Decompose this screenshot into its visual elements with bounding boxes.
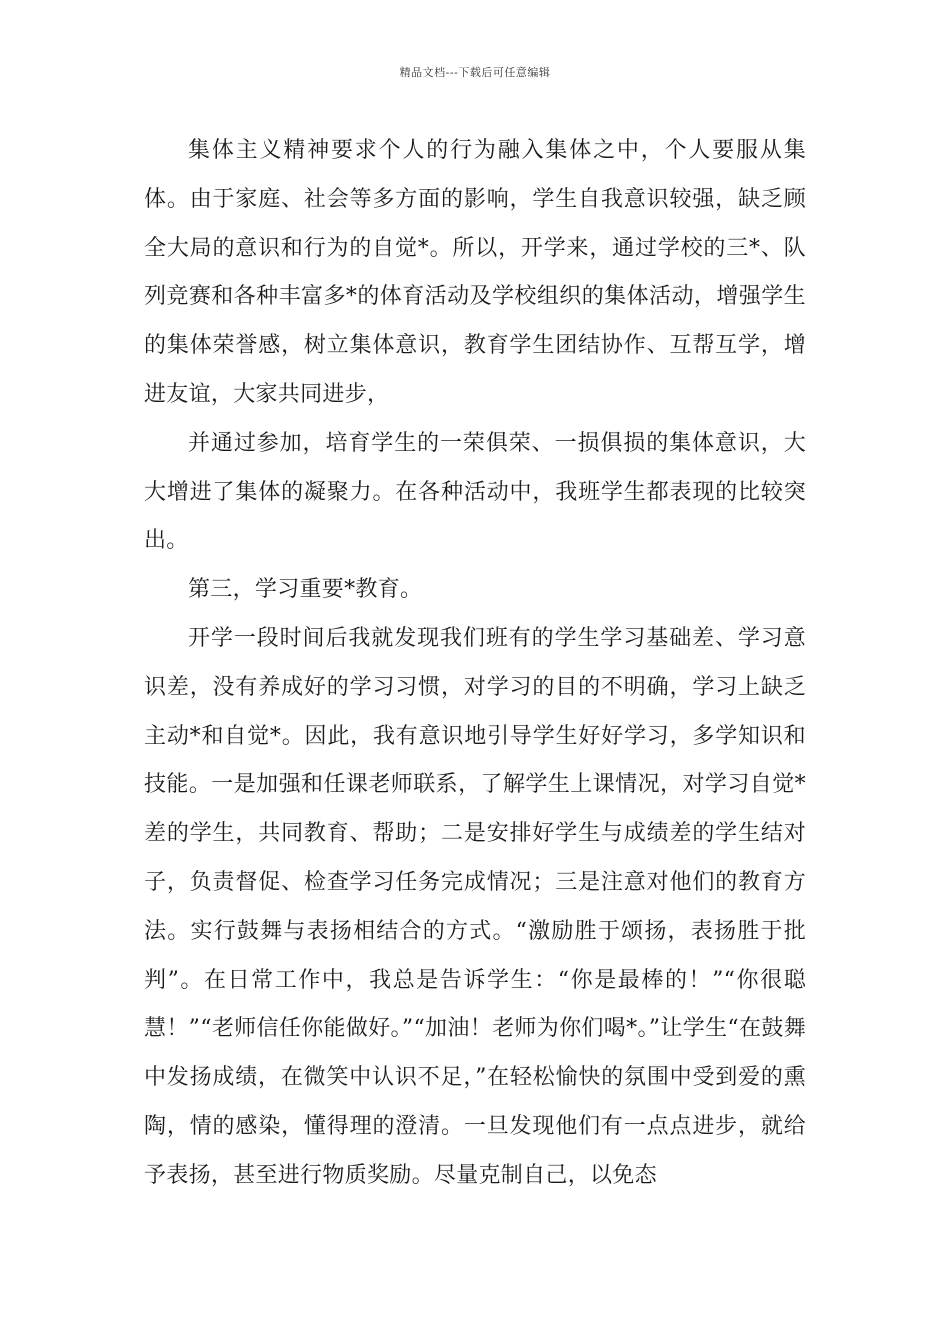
section-heading-study-education: 第三，学习重要*教育。: [188, 577, 423, 603]
document-body: [144, 127, 806, 1201]
page-header: 精品文档---下载后可任意编辑: [399, 66, 551, 79]
paragraph-activities: 并通过参加，培育学生的一荣俱荣、一损俱损的集体意识，大大增进了集体的凝聚力。在各种活动中，我班学生都表现的比较突出。: [144, 430, 806, 554]
paragraph-collectivism: 集体主义精神要求个人的行为融入集体之中，个人要服从集体。由于家庭、社会等多方面的影响，学生自我意识较强，缺乏顾全大局的意识和行为的自觉*。所以，开学来，通过学校的三*、队列竞赛和各种丰富多*的体育活动及学校组织的集体活动，增强学生的集体荣誉感，树立集体意识，教育学生团结协作、互帮互学，增进友谊，大家共同进步，: [144, 138, 806, 407]
paragraph-study-guidance: 开学一段时间后我就发现我们班有的学生学习基础差、学习意识差，没有养成好的学习习惯，对学习的目的不明确，学习上缺乏主动*和自觉*。因此，我有意识地引导学生好好学习，多学知识和技能。一是加强和任课老师联系，了解学生上课情况，对学习自觉*差的学生，共同教育、帮助；二是安排好学生与成绩差的学生结对子，负责督促、检查学习任务完成情况；三是注意对他们的教育方法。实行鼓舞与表扬相结合的方式。“激励胜于颂扬，表扬胜于批判”。在日常工作中，我总是告诉学生：“你是最棒的！”“你很聪慧！”“老师信任你能做好。”“加油！老师为你们喝*。”让学生“在鼓舞中发扬成绩，在微笑中认识不足，”在轻松愉快的氛围中受到爱的熏陶，情的感染，懂得理的澄清。一旦发现他们有一点点进步，就给予表扬，甚至进行物质奖励。尽量克制自己，以免态: [144, 625, 806, 1188]
